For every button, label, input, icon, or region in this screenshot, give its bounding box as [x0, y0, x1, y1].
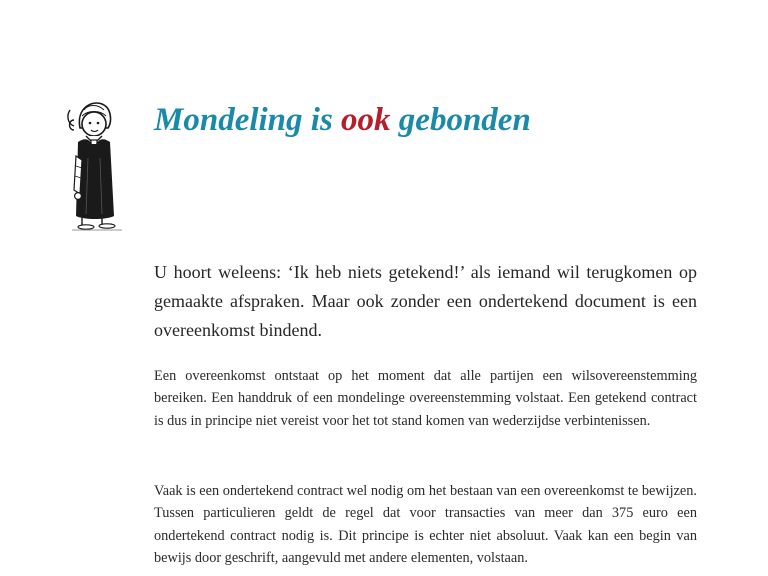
title-part-3: gebonden	[398, 102, 531, 138]
body-paragraph-2: Vaak is een ondertekend contract wel nodig om het bestaan van een overeenkomst te bewijzen. Tussen particulieren geldt de regel dat voor transacties van meer dan 375 euro een ondertekend contract nodig is. Dit principe is echter niet absoluut. Vaak kan een begin van bewijs door geschrift, aangevuld met andere elementen, volstaan.	[154, 483, 697, 567]
lawyer-in-gown-icon	[62, 98, 128, 234]
page-title	[154, 98, 531, 142]
title-emphasis: ook	[341, 102, 391, 138]
body-paragraph-1: Een overeenkomst ontstaat op het moment dat alle partijen een wilsovereenstemming bereiken. Een handdruk of een mondelinge overeenstemming volstaat. Een getekend contract is dus in principe niet vereist voor het tot stand komen van wederzijdse verbintenissen.	[154, 368, 697, 429]
title-part-1: Mondeling is	[154, 102, 333, 138]
lead-paragraph: U hoort weleens: ‘Ik heb niets getekend!’ als iemand wil terugkomen op gemaakte afspraken. Maar ook zonder een ondertekend document is een overeenkomst bindend.	[154, 262, 697, 340]
